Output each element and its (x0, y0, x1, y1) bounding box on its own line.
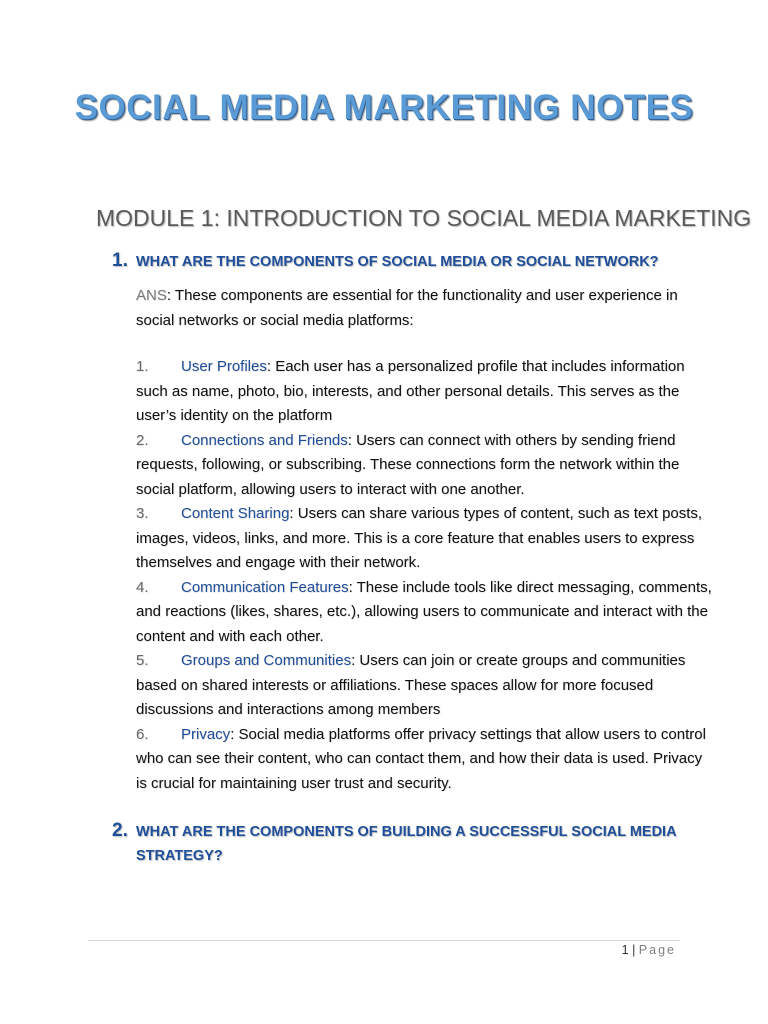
list-item-description: : Users can share various types of content, such as text posts, images, videos, links, and more. This is a core feature that enables users to express themselves and engage with their network. (136, 505, 703, 571)
question-2-heading (112, 820, 712, 868)
answer-intro-text: : These components are essential for the functionality and user experience in social networks or social media platforms: (136, 287, 678, 329)
module-heading: MODULE 1: INTRODUCTION TO SOCIAL MEDIA MARKETING (96, 205, 752, 231)
list-item-term: Communication Features (181, 578, 349, 596)
question-1-heading (112, 250, 712, 274)
page-number: 1 (621, 943, 629, 957)
list-item-number: 1. (136, 358, 149, 375)
footer-separator: | (628, 943, 639, 957)
page-label: Page (638, 943, 676, 957)
list-item-number: 6. (136, 725, 149, 743)
list-item-number: 5. (136, 652, 149, 669)
list-item-term: Groups and Communities (181, 652, 352, 669)
list-item (136, 502, 716, 576)
question-text: WHAT ARE THE COMPONENTS OF BUILDING A SUCCESSFUL SOCIAL MEDIA STRATEGY? (136, 824, 676, 864)
list-item-description: : Users can join or create groups and communities based on shared interests or affiliations. These spaces allow for more focused discussions and interactions among members (136, 652, 686, 718)
list-item-number: 2. (136, 431, 149, 449)
question-number: 1. (112, 250, 128, 271)
list-item (136, 723, 716, 797)
list-item-description: : Social media platforms offer privacy settings that allow users to control who can see their content, who can contact them, and how their data is used. Privacy is crucial for maintaining user trust and security. (136, 725, 706, 792)
list-item (136, 576, 716, 650)
list-item (136, 649, 716, 723)
answer-intro (136, 284, 716, 333)
list-item-number: 4. (136, 578, 149, 596)
page-footer (460, 943, 676, 957)
footer-divider (88, 940, 680, 941)
list-item (136, 355, 716, 429)
list-item-term: User Profiles (181, 358, 267, 375)
list-item (136, 429, 716, 503)
component-list (136, 355, 716, 796)
list-item-term: Privacy (181, 725, 231, 743)
list-item-description: : Each user has a personalized profile that includes information such as name, photo, bio, interests, and other personal details. This serves as the user’s identity on the platform (136, 358, 685, 424)
answer-label: ANS (136, 287, 167, 304)
question-text: WHAT ARE THE COMPONENTS OF SOCIAL MEDIA OR SOCIAL NETWORK? (136, 254, 659, 270)
list-item-description: : These include tools like direct messaging, comments, and reactions (likes, shares, etc.), allowing users to communicate and interact with the content and with each other. (136, 578, 712, 645)
list-item-term: Content Sharing (181, 505, 290, 522)
question-number: 2. (112, 820, 128, 841)
list-item-description: : Users can connect with others by sending friend requests, following, or subscribing. These connections form the network within the social platform, allowing users to interact with one another. (136, 431, 680, 498)
list-item-term: Connections and Friends (181, 431, 348, 449)
list-item-number: 3. (136, 505, 149, 522)
document-title: SOCIAL MEDIA MARKETING NOTES (74, 88, 694, 127)
